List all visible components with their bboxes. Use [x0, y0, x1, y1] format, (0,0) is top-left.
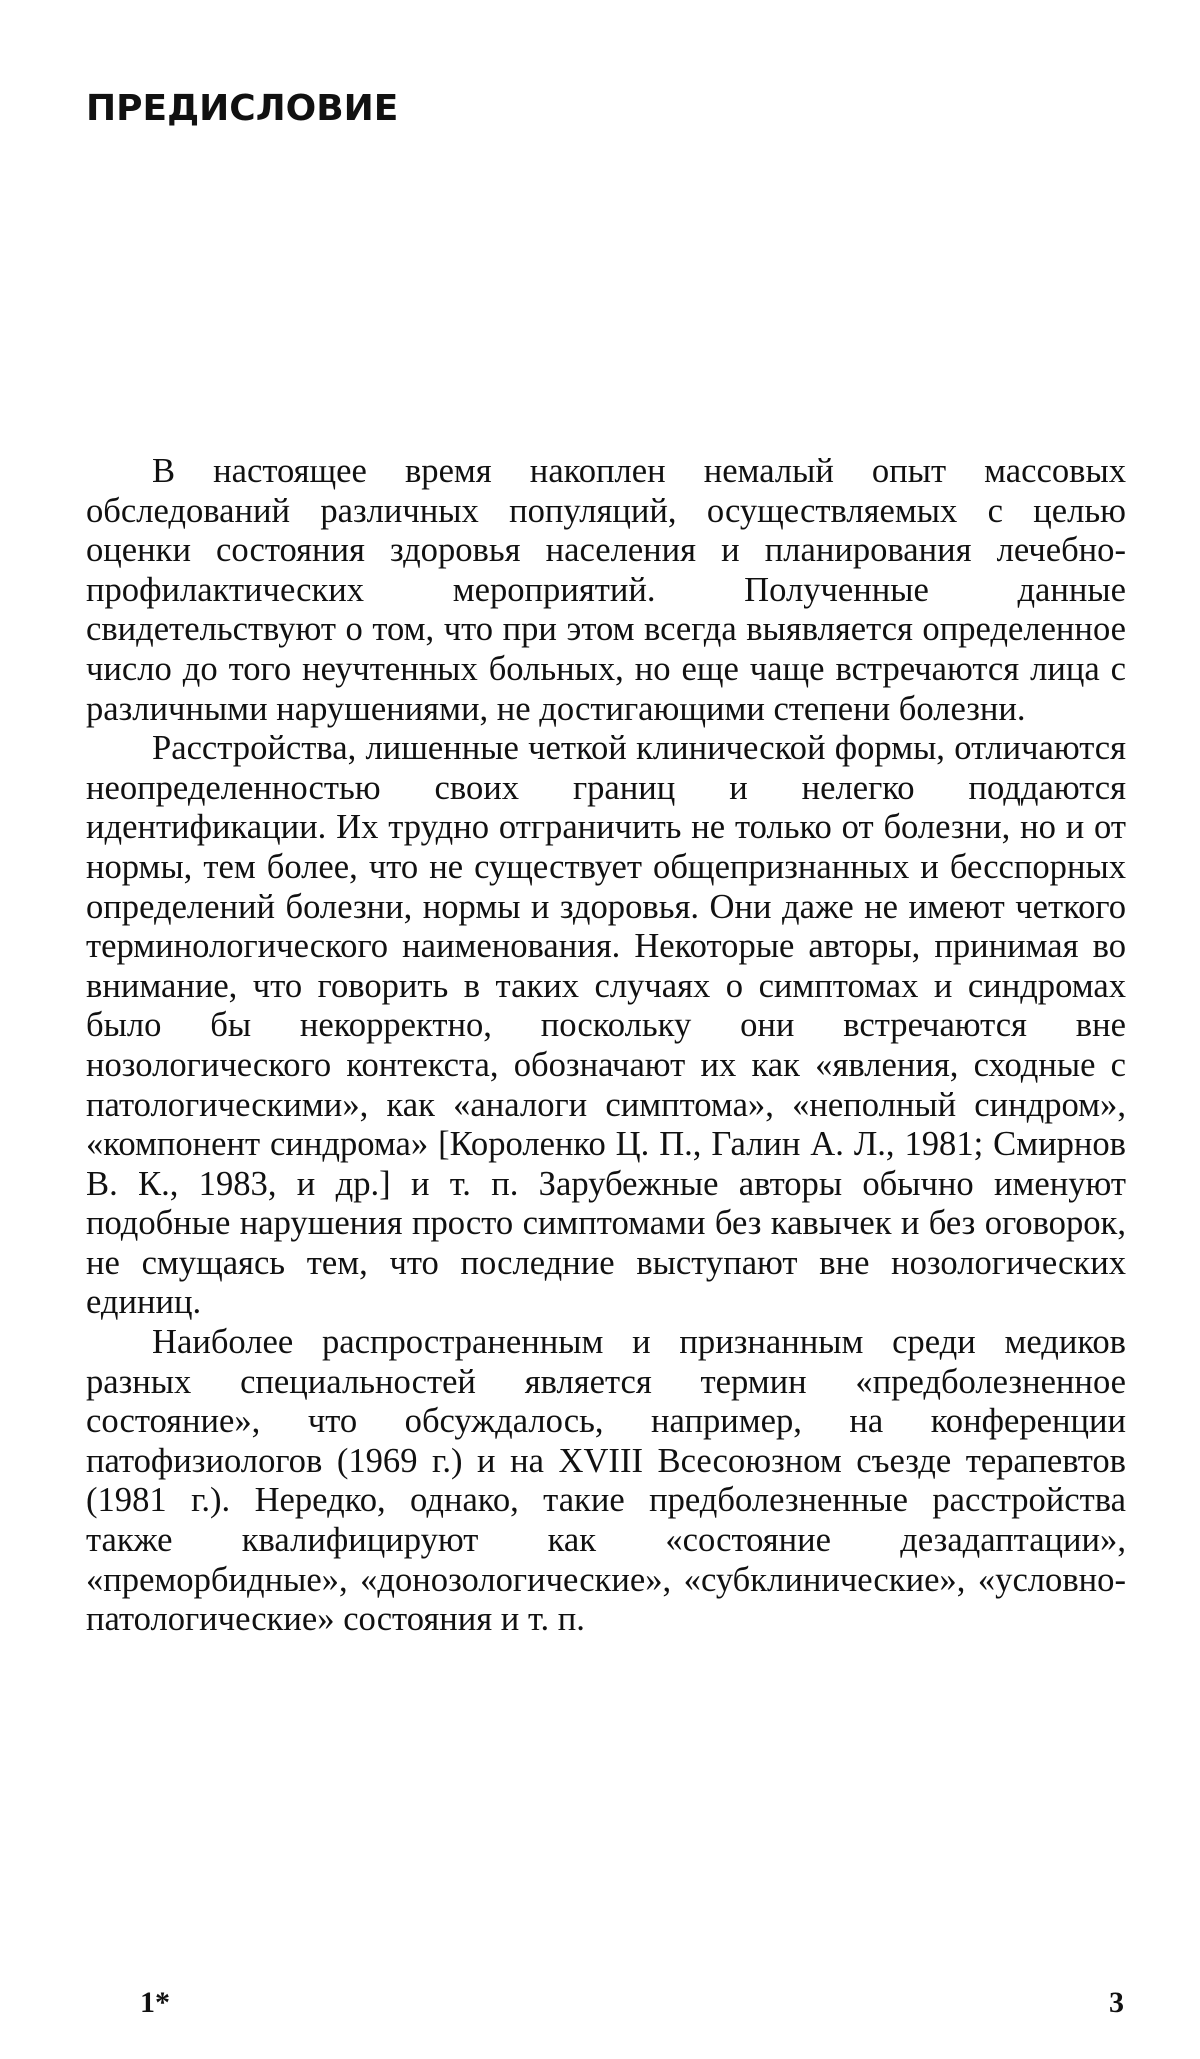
page-number: 3 [1109, 1986, 1124, 2019]
paragraph: В настоящее время накоплен немалый опыт массовых обследований различных популяций, осуществляемых с целью оценки состояния здоровья населения и планирования лечебно-профилактических мероприятий. Полученные данные свидетельствуют о том, что при этом всегда выявляется определенное число до того неучтенных больных, но еще чаще встречаются лица с различными нарушениями, не достигающими степени болезни. [86, 452, 1126, 728]
body-text [86, 452, 1126, 1640]
signature-mark: 1* [140, 1986, 170, 2019]
paragraph: Расстройства, лишенные четкой клинической формы, отличаются неопределенностью своих границ и нелегко поддаются идентификации. Их трудно отграничить не только от болезни, но и от нормы, тем более, что не существует общепризнанных и бесспорных определений болезни, нормы и здоровья. Они даже не имеют четкого терминологического наименования. Некоторые авторы, принимая во внимание, что говорить в таких случаях о симптомах и синдромах было бы некорректно, поскольку они встречаются вне нозологического контекста, обозначают их как «явления, сходные с патологическими», как «аналоги симптома», «неполный синдром», «компонент синдрома» [Короленко Ц. П., Галин А. Л., 1981; Смирнов В. К., 1983, и др.] и т. п. Зарубежные авторы обычно именуют подобные нарушения просто симптомами без кавычек и без оговорок, не смущаясь тем, что последние выступают вне нозологических единиц. [86, 729, 1126, 1322]
paragraph: Наиболее распространенным и признанным среди медиков разных специальностей является термин «предболезненное состояние», что обсуждалось, например, на конференции патофизиологов (1969 г.) и на XVIII Всесоюзном съезде терапевтов (1981 г.). Нередко, однако, такие предболезненные расстройства также квалифицируют как «состояние дезадаптации», «преморбидные», «донозологические», «субклинические», «условно-патологические» состояния и т. п. [86, 1323, 1126, 1639]
chapter-heading: ПРЕДИСЛОВИЕ [86, 88, 399, 129]
